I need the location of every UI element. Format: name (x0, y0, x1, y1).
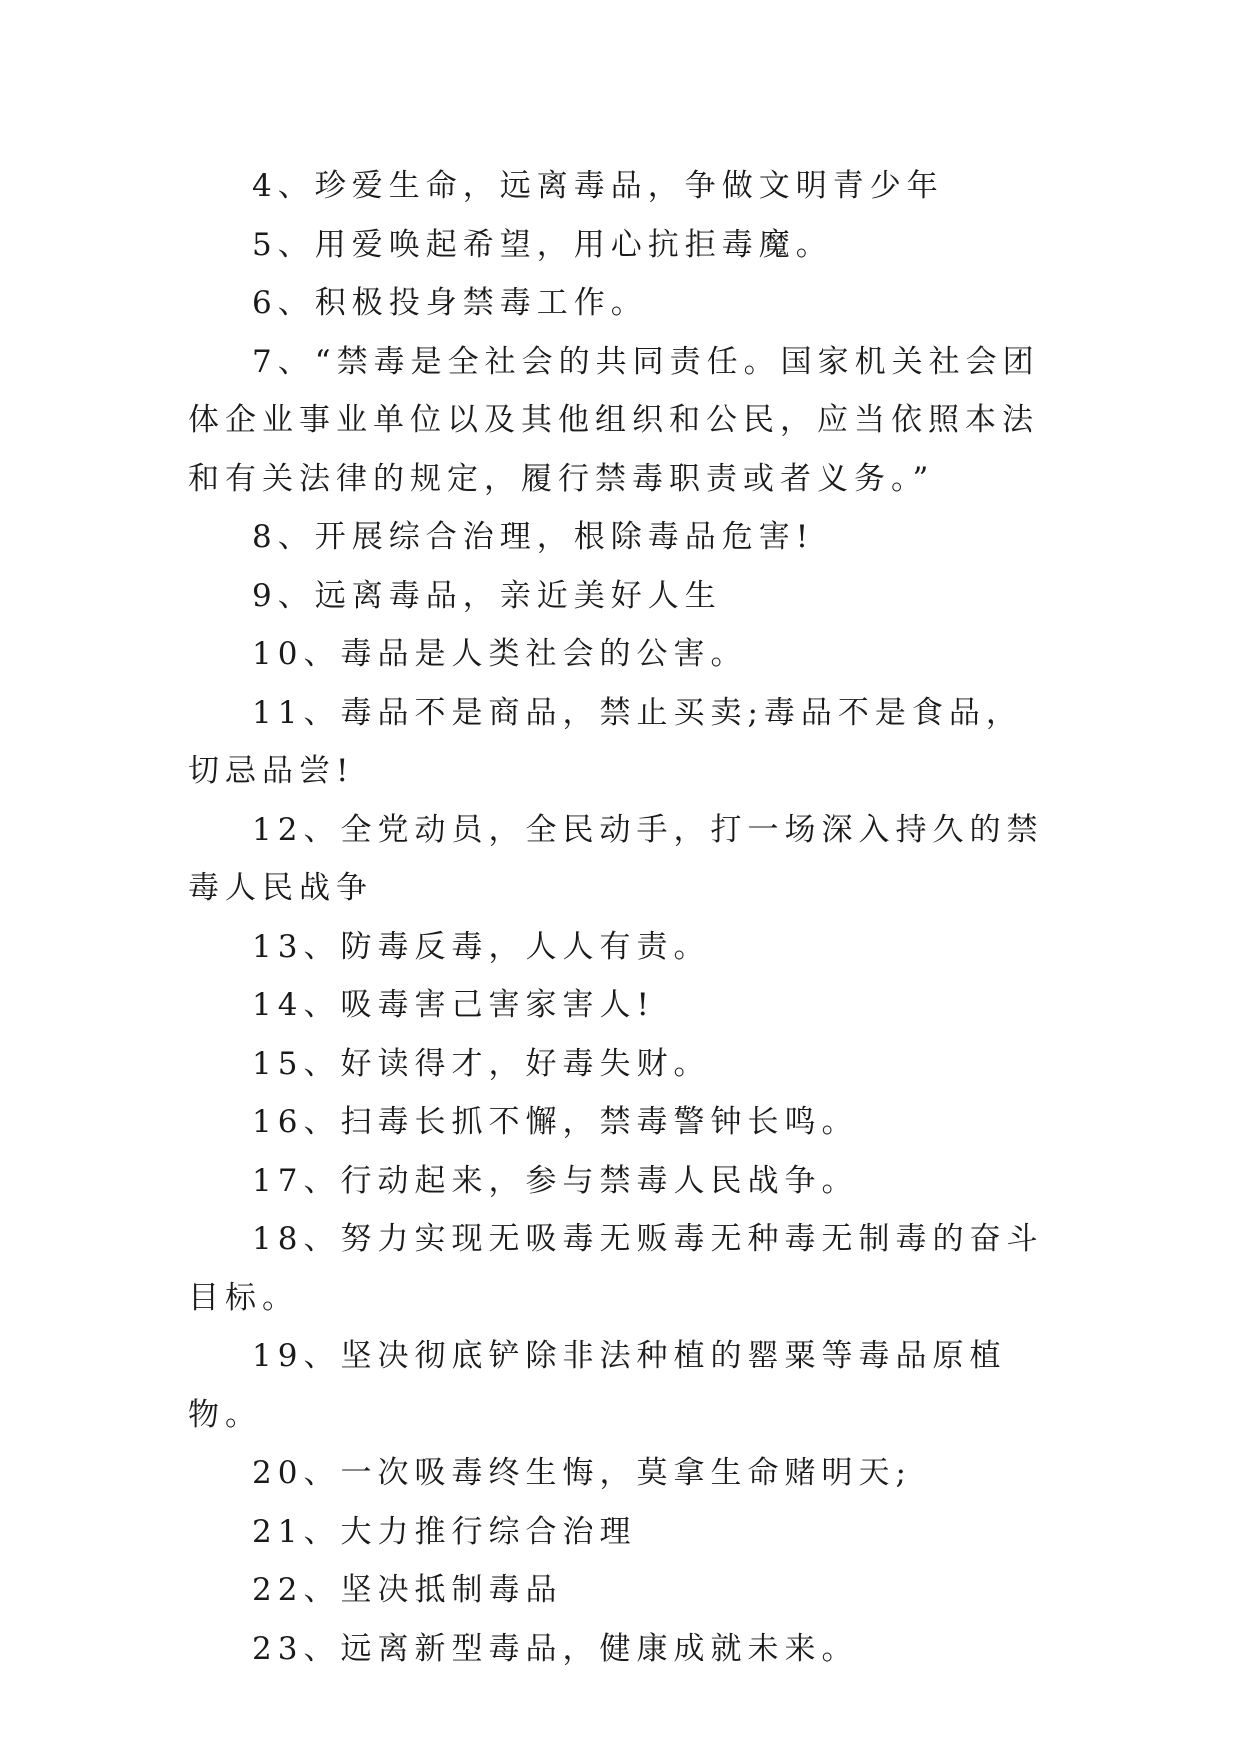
list-item: 19、坚决彻底铲除非法种植的罂粟等毒品原植物。 (188, 1338, 1007, 1433)
list-item: 16、扫毒长抓不懈，禁毒警钟长鸣。 (252, 1104, 859, 1140)
list-item: 22、坚决抵制毒品 (252, 1572, 563, 1608)
list-item: 14、吸毒害己害家害人! (252, 987, 655, 1023)
list-item: 8、开展综合治理，根除毒品危害! (252, 519, 815, 555)
list-item: 17、行动起来，参与禁毒人民战争。 (252, 1162, 859, 1199)
list-item: 23、远离新型毒品，健康成就未来。 (252, 1630, 859, 1667)
list-item: 20、一次吸毒终生悔，莫拿生命赌明天; (252, 1455, 912, 1491)
list-item: 9、远离毒品，亲近美好人生 (252, 577, 722, 614)
list-item: 15、好读得才，好毒失财。 (252, 1045, 711, 1082)
list-item: 6、积极投身禁毒工作。 (252, 285, 648, 321)
list-item: 11、毒品不是商品，禁止买卖;毒品不是食品，切忌品尝! (188, 694, 1023, 789)
list-item: 12、全党动员，全民动手，打一场深入持久的禁毒人民战争 (188, 811, 1044, 906)
list-item: 21、大力推行综合治理 (252, 1513, 637, 1550)
list-item: 4、珍爱生命，远离毒品，争做文明青少年 (252, 168, 944, 204)
list-item: 18、努力实现无吸毒无贩毒无种毒无制毒的奋斗目标。 (188, 1221, 1044, 1316)
list-item: 10、毒品是人类社会的公害。 (252, 636, 748, 672)
list-item: 7、“禁毒是全社会的共同责任。国家机关社会团体企业事业单位以及其他组织和公民，应当依照本法和有关法律的规定，履行禁毒职责或者义务。” (188, 343, 1040, 497)
list-item: 13、防毒反毒，人人有责。 (252, 928, 711, 965)
list-item: 5、用爱唤起希望，用心抗拒毒魔。 (252, 226, 833, 263)
slogan-list (188, 157, 1058, 1678)
